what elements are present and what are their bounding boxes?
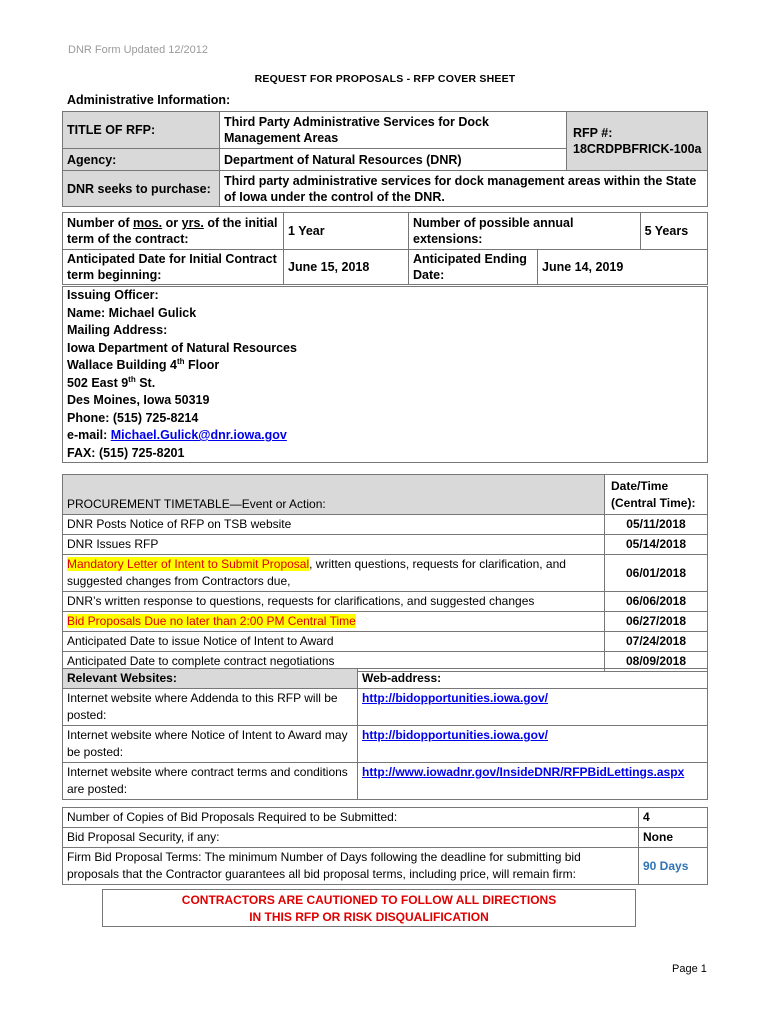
contract-terms-table bbox=[62, 212, 708, 285]
timetable-date: 05/11/2018 bbox=[605, 515, 708, 535]
address-line-4: Des Moines, Iowa 50319 bbox=[67, 393, 210, 407]
email-label: e-mail: bbox=[67, 428, 111, 442]
caution-line-1: CONTRACTORS ARE CAUTIONED TO FOLLOW ALL DIRECTIONS bbox=[181, 893, 557, 907]
table-row bbox=[63, 848, 708, 885]
end-date-label: Anticipated Ending Date: bbox=[409, 250, 538, 285]
rfp-number: 18CRDPBFRICK-100a bbox=[573, 142, 702, 156]
addenda-url-link[interactable]: http://bidopportunities.iowa.gov/ bbox=[362, 691, 548, 705]
relevant-websites-table bbox=[62, 668, 708, 800]
rfp-label: RFP #: bbox=[573, 126, 613, 140]
copies-label: Number of Copies of Bid Proposals Required to be Submitted: bbox=[63, 808, 639, 828]
copies-value: 4 bbox=[639, 808, 708, 828]
website-link bbox=[358, 689, 708, 726]
email-link[interactable]: Michael.Gulick@dnr.iowa.gov bbox=[110, 428, 287, 442]
form-updated-note: DNR Form Updated 12/2012 bbox=[68, 44, 209, 56]
table-row bbox=[63, 535, 708, 555]
timetable-event: DNR Issues RFP bbox=[63, 535, 605, 555]
table-row bbox=[63, 612, 708, 632]
timetable-event-rest: , written questions, requests for clarification, and suggested changes from Contractors due, bbox=[67, 557, 566, 588]
address-line-1: Iowa Department of Natural Resources bbox=[67, 340, 297, 355]
caution-box bbox=[102, 889, 636, 927]
extensions-value: 5 Years bbox=[640, 213, 707, 250]
agency-label: Agency: bbox=[63, 149, 220, 171]
begin-date-label: Anticipated Date for Initial Contract term beginning: bbox=[63, 250, 284, 285]
table-row bbox=[63, 632, 708, 652]
table-row bbox=[63, 808, 708, 828]
issuing-officer-label: Issuing Officer: bbox=[67, 288, 159, 302]
table-row bbox=[63, 763, 708, 800]
begin-date-value: June 15, 2018 bbox=[284, 250, 409, 285]
websites-heading: Relevant Websites: bbox=[63, 669, 358, 689]
timetable-event: DNR Posts Notice of RFP on TSB website bbox=[63, 515, 605, 535]
procurement-timetable bbox=[62, 474, 708, 672]
phone: Phone: (515) 725-8214 bbox=[67, 410, 199, 425]
initial-term-label bbox=[63, 213, 284, 250]
email-line bbox=[67, 427, 703, 445]
timetable-heading: PROCUREMENT TIMETABLE—Event or Action: bbox=[63, 475, 605, 515]
firm-terms-label: Firm Bid Proposal Terms: The minimum Number of Days following the deadline for submitting bid proposals that the Contractor guarantees all bid proposal terms, including price, will remain firm: bbox=[63, 848, 639, 885]
website-link bbox=[358, 763, 708, 800]
timetable-date: 07/24/2018 bbox=[605, 632, 708, 652]
website-link bbox=[358, 726, 708, 763]
purchase-value: Third party administrative services for dock management areas within the State of Iowa under the control of the DNR. bbox=[220, 171, 708, 207]
initial-term-label-post: of the initial term of the contract: bbox=[67, 216, 278, 246]
award-url-link[interactable]: http://bidopportunities.iowa.gov/ bbox=[362, 728, 548, 742]
timetable-date: 06/27/2018 bbox=[605, 612, 708, 632]
table-row bbox=[63, 689, 708, 726]
table-row bbox=[63, 515, 708, 535]
mandatory-letter-highlight: Mandatory Letter of Intent to Submit Proposal bbox=[67, 557, 310, 571]
contract-terms-url-link[interactable]: http://www.iowadnr.gov/InsideDNR/RFPBidLettings.aspx bbox=[362, 765, 685, 779]
initial-term-label-pre: Number of bbox=[67, 216, 133, 230]
title-value: Third Party Administrative Services for Dock Management Areas bbox=[220, 112, 567, 149]
admin-info-heading: Administrative Information: bbox=[67, 93, 231, 107]
caution-line-2: IN THIS RFP OR RISK DISQUALIFICATION bbox=[249, 910, 489, 924]
timetable-event bbox=[63, 612, 605, 632]
agency-value: Department of Natural Resources (DNR) bbox=[220, 149, 567, 171]
admin-info-table bbox=[62, 111, 708, 207]
bid-terms-table bbox=[62, 807, 708, 885]
timetable-date: 06/06/2018 bbox=[605, 592, 708, 612]
timetable-event: Anticipated Date to issue Notice of Intent to Award bbox=[63, 632, 605, 652]
purchase-label: DNR seeks to purchase: bbox=[63, 171, 220, 207]
address-line-3-sup: th bbox=[128, 374, 136, 384]
initial-term-label-yrs: yrs. bbox=[181, 216, 204, 230]
table-row bbox=[63, 592, 708, 612]
document-title: REQUEST FOR PROPOSALS - RFP COVER SHEET bbox=[254, 73, 516, 85]
rfp-number-cell bbox=[567, 112, 708, 171]
page-number: Page 1 bbox=[672, 963, 707, 975]
timetable-date: 05/14/2018 bbox=[605, 535, 708, 555]
table-row bbox=[63, 828, 708, 848]
title-label: TITLE OF RFP: bbox=[63, 112, 220, 149]
address-line-3 bbox=[67, 375, 703, 393]
timetable-date: 06/01/2018 bbox=[605, 555, 708, 592]
table-row bbox=[63, 726, 708, 763]
end-date-value: June 14, 2019 bbox=[538, 250, 708, 285]
fax: FAX: (515) 725-8201 bbox=[67, 445, 185, 460]
website-description: Internet website where contract terms and conditions are posted: bbox=[63, 763, 358, 800]
officer-name: Name: Michael Gulick bbox=[67, 305, 197, 320]
web-address-heading: Web-address: bbox=[358, 669, 708, 689]
timetable-event: Anticipated Date to complete contract negotiations bbox=[63, 652, 605, 672]
date-heading: Date/Time (Central Time): bbox=[605, 475, 708, 515]
address-line-2 bbox=[67, 357, 703, 375]
timetable-date: 08/09/2018 bbox=[605, 652, 708, 672]
address-line-2-text: Wallace Building 4 bbox=[67, 358, 177, 372]
timetable-event: DNR’s written response to questions, requests for clarifications, and suggested changes bbox=[63, 592, 605, 612]
bid-due-highlight: Bid Proposals Due no later than 2:00 PM Central Time bbox=[67, 614, 356, 628]
initial-term-label-mos: mos. bbox=[132, 216, 163, 230]
initial-term-value: 1 Year bbox=[284, 213, 409, 250]
initial-term-label-or: or bbox=[162, 216, 182, 230]
issuing-officer-block bbox=[62, 286, 708, 463]
address-line-2-sup: th bbox=[176, 356, 185, 366]
timetable-event bbox=[63, 555, 605, 592]
firm-terms-value: 90 Days bbox=[639, 848, 708, 885]
address-line-3-street: St. bbox=[135, 375, 156, 390]
address-line-3-text: 502 East 9 bbox=[67, 375, 129, 390]
table-row bbox=[63, 555, 708, 592]
security-label: Bid Proposal Security, if any: bbox=[63, 828, 639, 848]
mailing-address-label: Mailing Address: bbox=[67, 323, 168, 337]
security-value: None bbox=[639, 828, 708, 848]
website-description: Internet website where Addenda to this RFP will be posted: bbox=[63, 689, 358, 726]
address-line-2-floor: Floor bbox=[184, 358, 220, 372]
website-description: Internet website where Notice of Intent to Award may be posted: bbox=[63, 726, 358, 763]
extensions-label: Number of possible annual extensions: bbox=[409, 213, 641, 250]
